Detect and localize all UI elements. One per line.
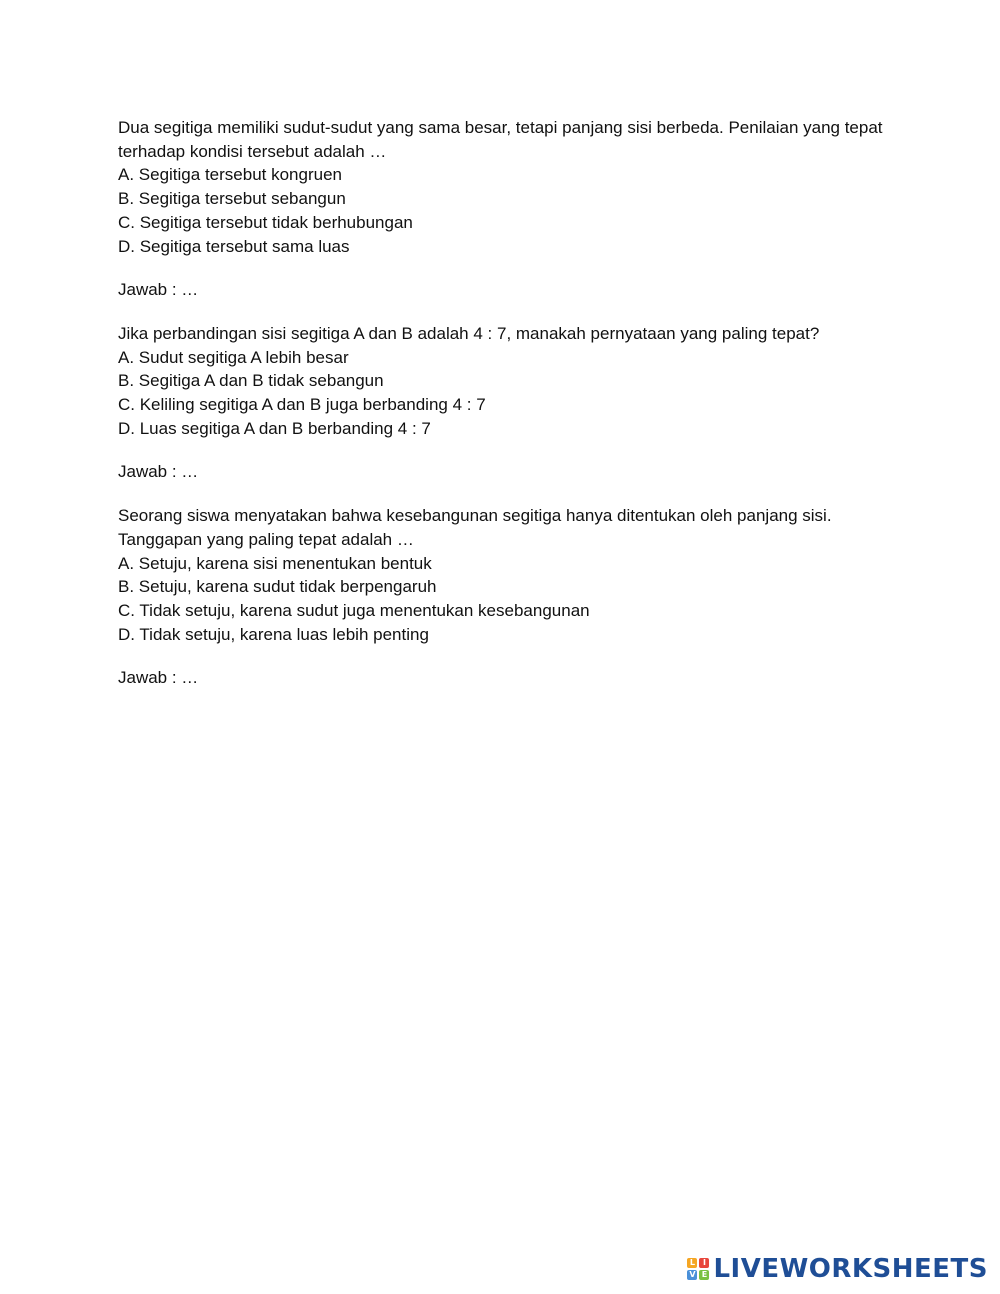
option-d: D. Tidak setuju, karena luas lebih penting [118,624,429,644]
answer-prompt[interactable]: Jawab : … [118,462,199,482]
option-c: C. Tidak setuju, karena sudut juga menentukan kesebangunan [118,600,590,620]
answer-prompt[interactable]: Jawab : … [118,668,199,688]
option-a: A. Sudut segitiga A lebih besar [118,347,349,367]
option-d: D. Luas segitiga A dan B berbanding 4 : 7 [118,418,431,438]
question-stem: Seorang siswa menyatakan bahwa kesebangunan segitiga hanya ditentukan oleh panjang sisi. Tanggapan yang paling tepat adalah … [118,506,832,549]
spacer [118,302,898,322]
option-c: C. Keliling segitiga A dan B juga berbanding 4 : 7 [118,395,486,415]
logo-mark-letter: V [689,1270,696,1279]
answer-prompt[interactable]: Jawab : … [118,280,199,300]
question-1 [118,116,898,302]
option-b: B. Segitiga tersebut sebangun [118,189,346,209]
question-2 [118,322,898,484]
question-3 [118,504,898,690]
logo-mark-letter: L [687,1258,697,1268]
logo-mark-letter: I [699,1258,709,1268]
option-b: B. Segitiga A dan B tidak sebangun [118,371,384,391]
question-stem: Dua segitiga memiliki sudut-sudut yang sama besar, tetapi panjang sisi berbeda. Penilaian yang tepat terhadap kondisi tersebut adalah … [118,118,883,161]
worksheet-page [118,116,898,690]
logo-text: LIVEWORKSHEETS [713,1254,988,1284]
spacer [118,484,898,504]
option-a: A. Setuju, karena sisi menentukan bentuk [118,553,432,573]
option-b: B. Setuju, karena sudut tidak berpengaruh [118,577,437,597]
question-stem: Jika perbandingan sisi segitiga A dan B adalah 4 : 7, manakah pernyataan yang paling tepat? [118,323,820,343]
option-a: A. Segitiga tersebut kongruen [118,165,342,185]
liveworksheets-logo [687,1254,988,1284]
logo-mark-icon [687,1258,709,1280]
option-c: C. Segitiga tersebut tidak berhubungan [118,212,413,232]
logo-mark-letter: E [699,1270,709,1280]
option-d: D. Segitiga tersebut sama luas [118,236,350,256]
